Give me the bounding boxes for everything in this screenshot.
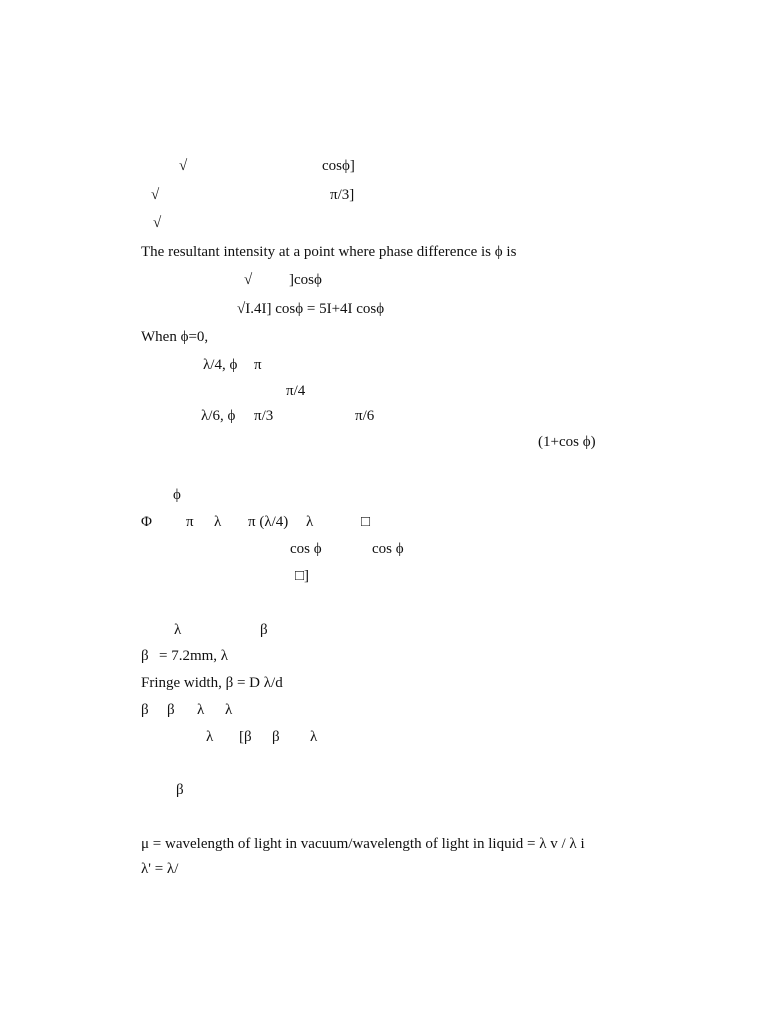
one-plus-cos-phi: (1+cos ϕ) — [538, 434, 596, 450]
cos-phi-bracket: cosϕ] — [322, 158, 355, 174]
lambda-over-4: λ/4, ϕ — [203, 357, 238, 373]
lambda-symbol: λ — [197, 702, 205, 718]
lambda-symbol: λ — [214, 514, 222, 530]
pi-over-4: π/4 — [286, 383, 306, 399]
missing-glyph-box: □ — [361, 514, 371, 530]
pi-symbol: π — [186, 514, 194, 530]
when-phi-zero-text: When ϕ=0, — [141, 329, 209, 345]
capital-phi-symbol: Φ — [141, 514, 152, 530]
lambda-prime-formula: λ' = λ/ — [141, 861, 179, 877]
cos-phi: cos ϕ — [290, 541, 322, 557]
sqrt-symbol: √ — [151, 187, 160, 203]
beta-symbol: β — [272, 729, 280, 745]
beta-symbol: β — [141, 702, 149, 718]
lambda-symbol: λ — [225, 702, 233, 718]
lambda-over-6: λ/6, ϕ — [201, 408, 236, 424]
cos-phi-bracket: ]cosϕ — [289, 272, 322, 288]
lambda-symbol: λ — [306, 514, 314, 530]
pi-symbol: π — [254, 357, 262, 373]
beta-symbol: β — [141, 648, 149, 664]
refractive-index-formula: μ = wavelength of light in vacuum/wavelength of light in liquid = λ v / λ i — [141, 836, 585, 852]
missing-glyph-bracket: □] — [295, 568, 310, 584]
pi-over-3: π/3 — [254, 408, 274, 424]
beta-symbol: β — [260, 622, 268, 638]
bracket-beta: [β — [239, 729, 252, 745]
lambda-symbol: λ — [310, 729, 318, 745]
resultant-intensity-text: The resultant intensity at a point where phase difference is ϕ is — [141, 244, 517, 260]
beta-symbol: β — [167, 702, 175, 718]
beta-value-text: = 7.2mm, λ — [159, 648, 229, 664]
cos-phi: cos ϕ — [372, 541, 404, 557]
pi-over-3-bracket: π/3] — [330, 187, 355, 203]
phi-symbol: ϕ — [173, 487, 181, 503]
fringe-width-formula: Fringe width, β = D λ/d — [141, 675, 283, 691]
sqrt-symbol: √ — [153, 215, 162, 231]
lambda-symbol: λ — [174, 622, 182, 638]
beta-symbol: β — [176, 782, 184, 798]
sqrt-symbol: √ — [244, 272, 253, 288]
lambda-symbol: λ — [206, 729, 214, 745]
pi-lambda-over-4: π (λ/4) — [248, 514, 289, 530]
sqrt-symbol: √ — [179, 158, 188, 174]
intensity-equation: √I.4I] cosϕ = 5I+4I cosϕ — [237, 301, 385, 317]
pi-over-6: π/6 — [355, 408, 375, 424]
